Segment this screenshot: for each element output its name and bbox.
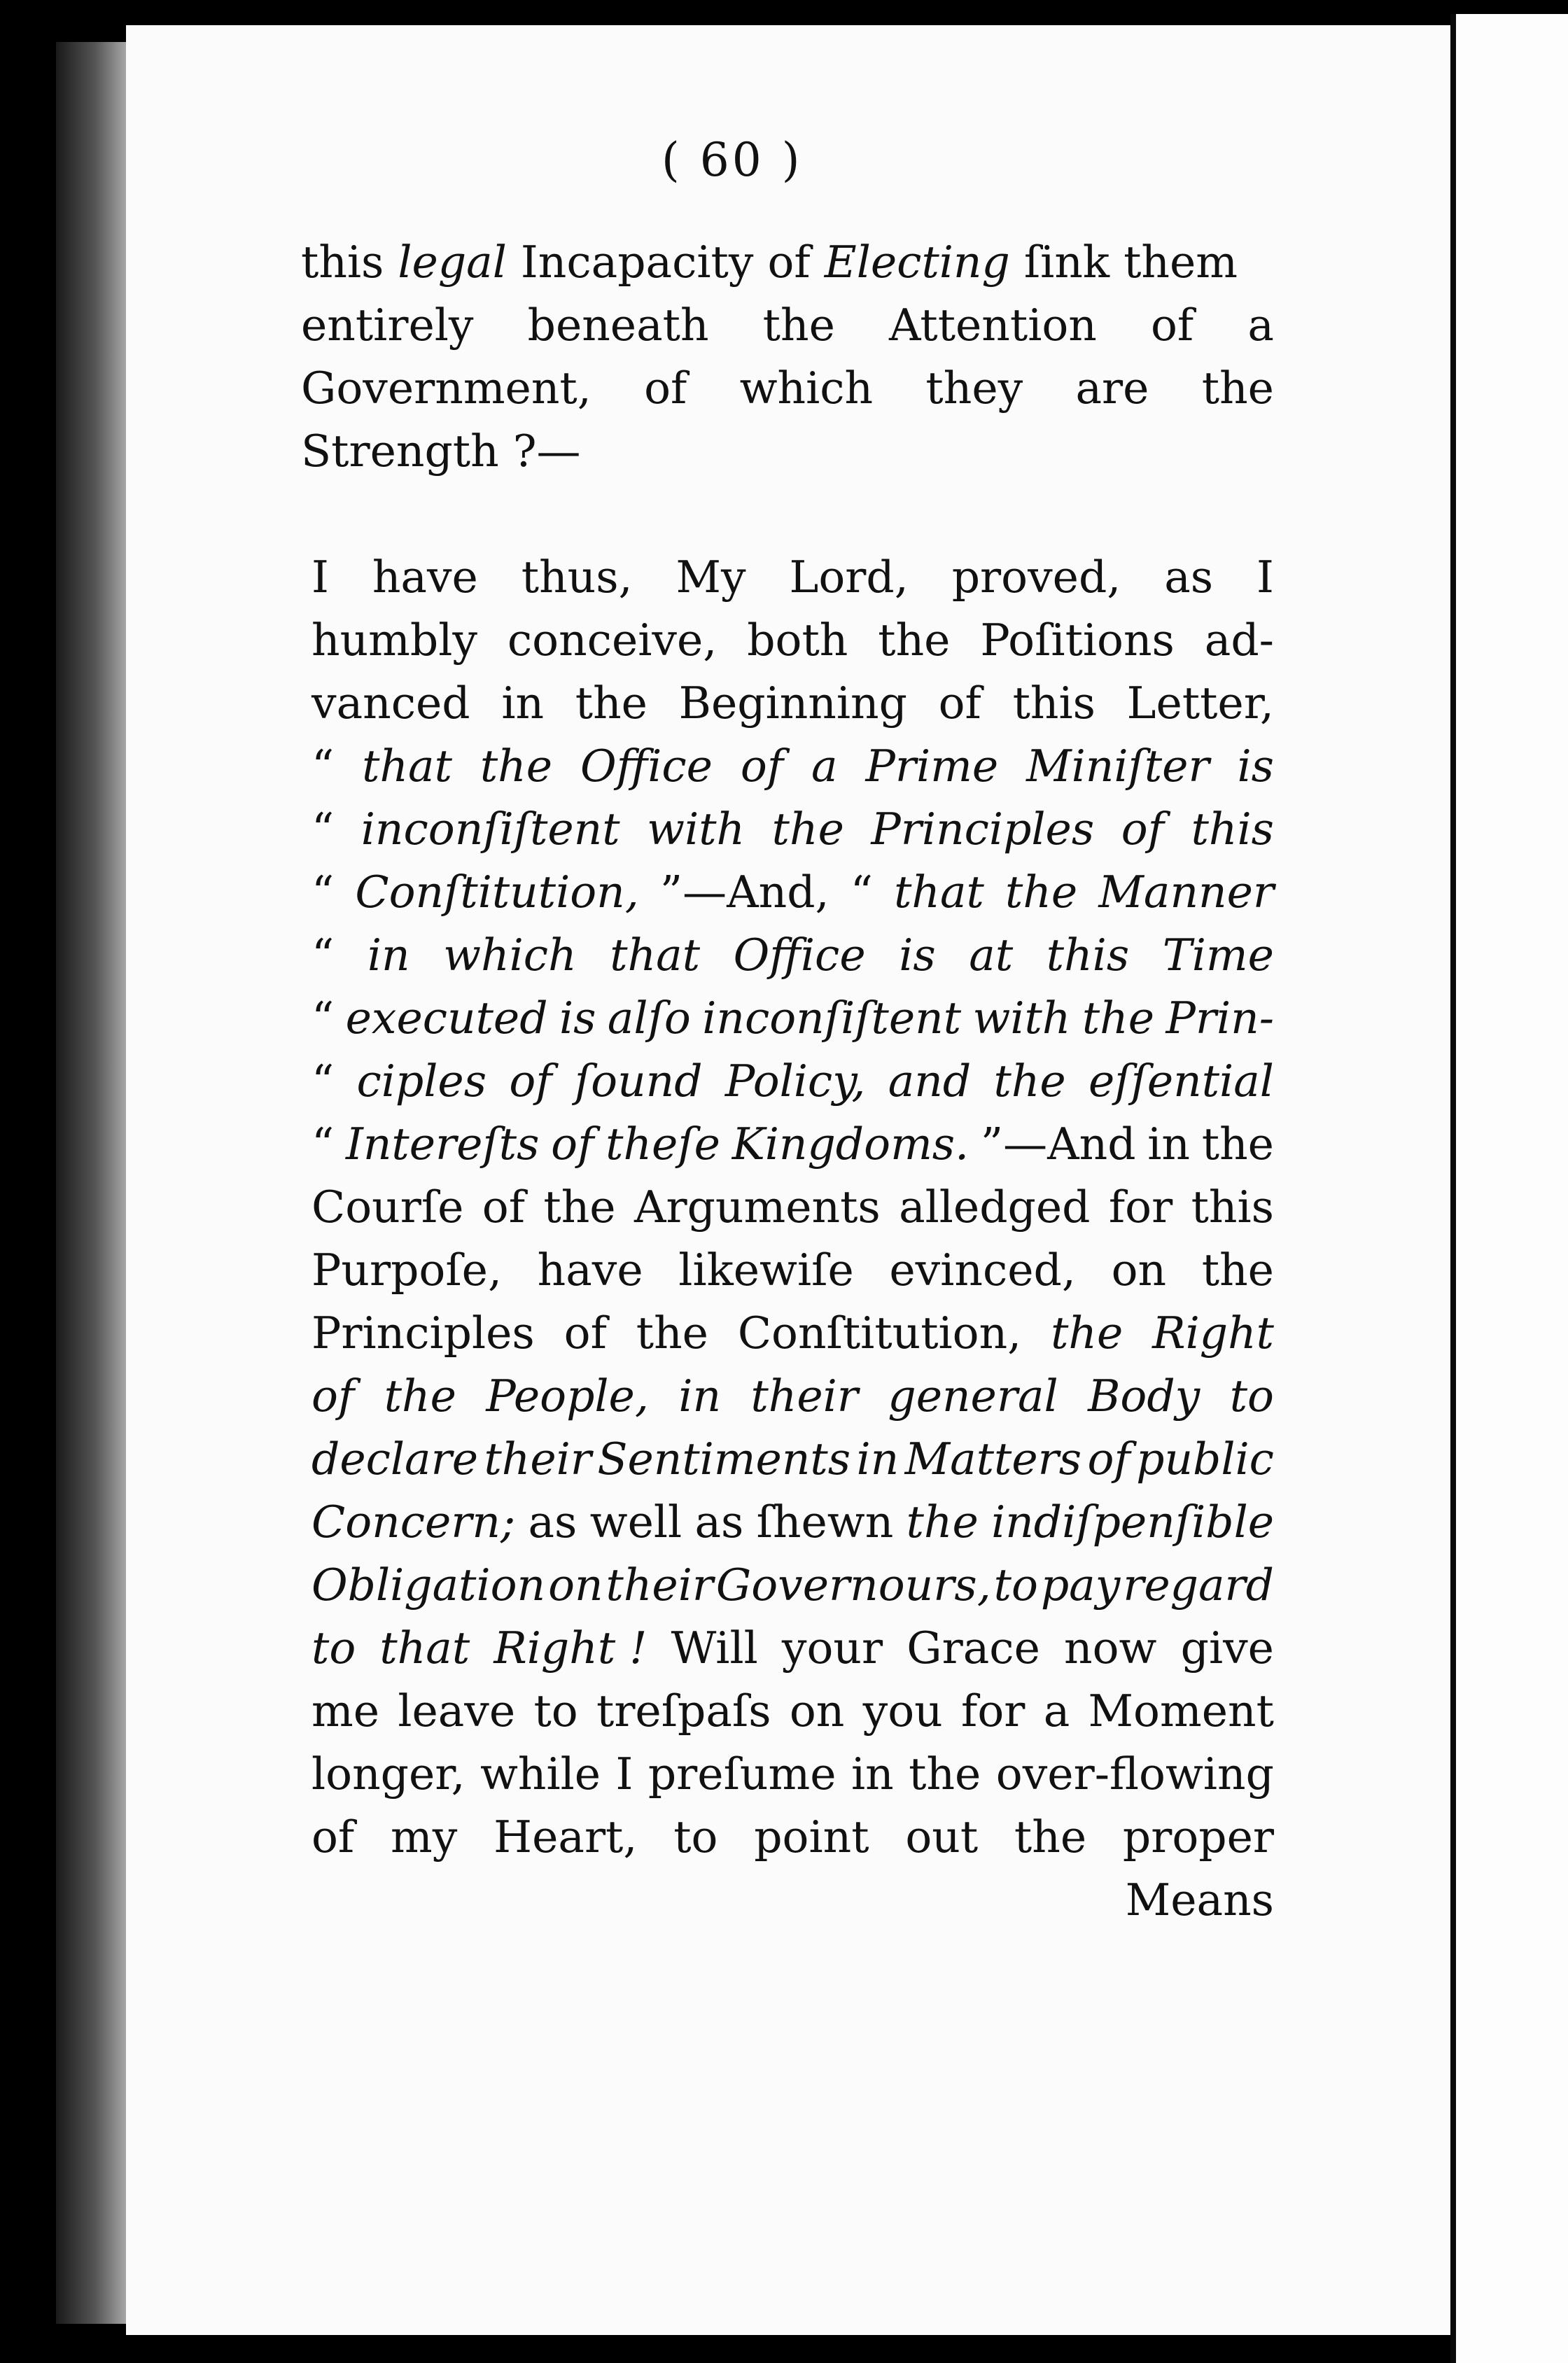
word: proved, [951,552,1121,603]
word: “ [312,1056,335,1107]
word: I [1256,552,1274,603]
word: they [925,363,1023,414]
word: People, [486,1370,649,1422]
text-line [312,735,1274,798]
word: that [362,741,452,792]
word: their [606,1559,713,1611]
word: with [972,993,1071,1044]
word: Miniſter [1026,741,1210,792]
word: Electing [824,237,1010,288]
word: executed [345,993,548,1044]
word: the [575,678,648,729]
word: Grace [906,1622,1040,1674]
word: indiſpenſible [991,1496,1274,1548]
word: Purpoſe, [312,1244,502,1296]
word: inconſiſtent [702,993,962,1044]
word: on [548,1559,603,1611]
body-text [301,231,1274,1932]
word: Sentiments [597,1433,851,1485]
word: humbly [312,615,477,666]
word: my [391,1811,458,1863]
word: of [564,1307,607,1359]
word: Concern; [312,1496,516,1548]
word: “ [312,1119,335,1170]
word: on [1111,1244,1167,1296]
word: for [1108,1182,1173,1233]
word: while [479,1748,601,1800]
word: “ [850,867,873,918]
word: “ [312,867,335,918]
word: on [789,1685,845,1737]
word: Lord, [789,552,909,603]
word: the [771,804,844,855]
word: in [1147,1119,1191,1170]
text-line [312,798,1274,861]
word: preſume [648,1748,836,1800]
text-line [312,1239,1274,1302]
word: the [878,615,951,666]
word: the [1201,1244,1274,1296]
text-line [312,861,1274,924]
text-line [312,1491,1274,1554]
word: Policy, [724,1056,866,1107]
word: your [781,1622,883,1674]
word: the [636,1307,708,1359]
word: general [888,1370,1058,1422]
word: that [379,1622,470,1674]
word: public [1136,1433,1274,1485]
word: in [856,1433,899,1485]
text-line [312,1113,1274,1176]
word: of [644,363,687,414]
word: Poſitions [980,615,1175,666]
word: Time [1162,930,1274,981]
word: in [850,1748,894,1800]
word: Obligation [312,1559,546,1611]
word: the [906,1496,979,1548]
word: regard [1123,1559,1274,1611]
word: are [1075,363,1149,414]
word: Body [1088,1370,1200,1422]
word: is [559,993,596,1044]
text-line [312,1806,1274,1869]
word: is [1237,741,1274,792]
word: ciples [356,1056,487,1107]
word: now [1064,1622,1157,1674]
word: Kingdoms. [732,1119,969,1170]
word: of [482,1182,526,1233]
word: legal [398,237,507,288]
page-number: ( 60 ) [662,133,803,187]
text-line [312,1680,1274,1743]
word: Conſtitution, [355,867,639,918]
word: well [589,1496,682,1548]
word: “ [312,741,335,792]
word: of [509,1056,552,1107]
word: that [610,930,701,981]
text-line [301,231,1274,294]
word: “ [312,804,335,855]
text-line [312,1050,1274,1113]
word: the [543,1182,616,1233]
word: alſo [607,993,691,1044]
text-line [312,1302,1274,1365]
word: that [894,867,984,918]
word: the [909,1748,981,1800]
word: with [647,804,746,855]
text-line [312,609,1274,672]
word: to [1229,1370,1274,1422]
word: treſpaſs [596,1685,771,1737]
word: Principles [871,804,1095,855]
word: “ [312,930,335,981]
word: Incapacity of [506,237,825,288]
word: as [528,1496,578,1548]
word: Manner [1098,867,1274,918]
word: Office [580,741,713,792]
word: Heart, [493,1811,638,1863]
word: this [1191,1182,1274,1233]
word: Prime [865,741,999,792]
word: likewiſe [678,1244,854,1296]
word: this [1191,804,1274,855]
text-line [301,294,1274,357]
word: Courſe [312,1182,464,1233]
word: the [1014,1811,1087,1863]
text-line [312,1743,1274,1806]
word: their [484,1433,592,1485]
word: the [993,1056,1066,1107]
word: which [739,363,874,414]
word: alledged [899,1182,1091,1233]
word: Arguments [634,1182,881,1233]
text-line [301,357,1274,420]
text-line [301,420,1274,483]
word: ”—And [980,1119,1136,1170]
word: as [694,1496,744,1548]
word: which [443,930,577,981]
word: in [501,678,545,729]
word: Principles [312,1307,535,1359]
word: “ [312,993,335,1044]
word: of [312,1370,355,1422]
word: ſound [574,1056,703,1107]
word: have [372,552,478,603]
text-line [312,672,1274,735]
word: ſhewn [756,1496,894,1548]
word: proper [1122,1811,1274,1863]
word: theſe [606,1119,720,1170]
word: Beginning [678,678,907,729]
word: the [1005,867,1078,918]
text-line [312,987,1274,1050]
word: the [384,1370,456,1422]
word: for [961,1685,1026,1737]
word: entirely [301,300,474,351]
text-line [312,924,1274,987]
word: longer, [312,1748,465,1800]
text-line [312,546,1274,609]
word: you [862,1685,943,1737]
facing-page-edge [1450,14,1568,2363]
text-run [301,231,1238,294]
word: both [747,615,848,666]
word: ſink them [1009,237,1238,288]
word: a [1043,1685,1070,1737]
word: and [888,1056,972,1107]
word: Office [733,930,866,981]
word: of [1151,300,1194,351]
word: Matters [904,1433,1082,1485]
word: this [1012,678,1096,729]
word: the [1051,1307,1124,1359]
word: ad- [1204,615,1274,666]
text-line [312,1365,1274,1428]
word: conceive, [507,615,718,666]
paragraph-1 [301,231,1274,483]
word: the [1201,363,1274,414]
text-line [312,1428,1274,1491]
word: to [673,1811,718,1863]
word: of [938,678,981,729]
word: Prin- [1166,993,1274,1044]
word: pay [1040,1559,1121,1611]
catchword-line [301,1869,1274,1932]
word: Conſtitution, [737,1307,1022,1359]
catchword: Means [1125,1874,1274,1926]
word: eſſential [1088,1056,1274,1107]
word: to [993,1559,1038,1611]
word: out [905,1811,979,1863]
word: Governours, [715,1559,991,1611]
word: their [750,1370,858,1422]
word: of [1087,1433,1130,1485]
word: this [301,237,398,288]
word: point [754,1811,869,1863]
word: evinced, [889,1244,1076,1296]
word: vanced [312,678,470,729]
word: the [479,741,553,792]
word: Government, [301,363,592,414]
word: leave [398,1685,516,1737]
word: I [312,552,329,603]
word: a [1247,300,1274,351]
word: Moment [1088,1685,1274,1737]
word: as [1164,552,1214,603]
word: me [312,1685,380,1737]
word: ”—And, [659,867,830,918]
word: Right ! [493,1622,648,1674]
word: the [762,300,835,351]
word: have [537,1244,643,1296]
word: Letter, [1126,678,1274,729]
word: Intereſts [345,1119,540,1170]
text-line [312,1554,1274,1617]
text-line [312,1617,1274,1680]
word: of [1121,804,1164,855]
word: Attention [889,300,1097,351]
word: in [367,930,410,981]
word: Will [671,1622,758,1674]
word: declare [312,1433,479,1485]
word: Strength ?— [301,426,581,477]
word: of [312,1811,355,1863]
word: the [1201,1119,1274,1170]
word: Right [1152,1307,1274,1359]
word: thus, [521,552,633,603]
word: is [899,930,936,981]
word: to [533,1685,578,1737]
text-line [312,1176,1274,1239]
paragraph-2 [312,546,1274,1869]
paragraph-gap [301,483,1274,546]
word: My [676,552,746,603]
word: I [615,1748,634,1800]
word: of [740,741,784,792]
word: a [811,741,838,792]
word: the [1082,993,1155,1044]
word: to [312,1622,356,1674]
word: at [969,930,1014,981]
word: over-flowing [995,1748,1274,1800]
word: in [678,1370,722,1422]
word: give [1180,1622,1274,1674]
word: of [551,1119,594,1170]
word: beneath [527,300,709,351]
word: this [1046,930,1130,981]
word: inconſiſtent [360,804,620,855]
